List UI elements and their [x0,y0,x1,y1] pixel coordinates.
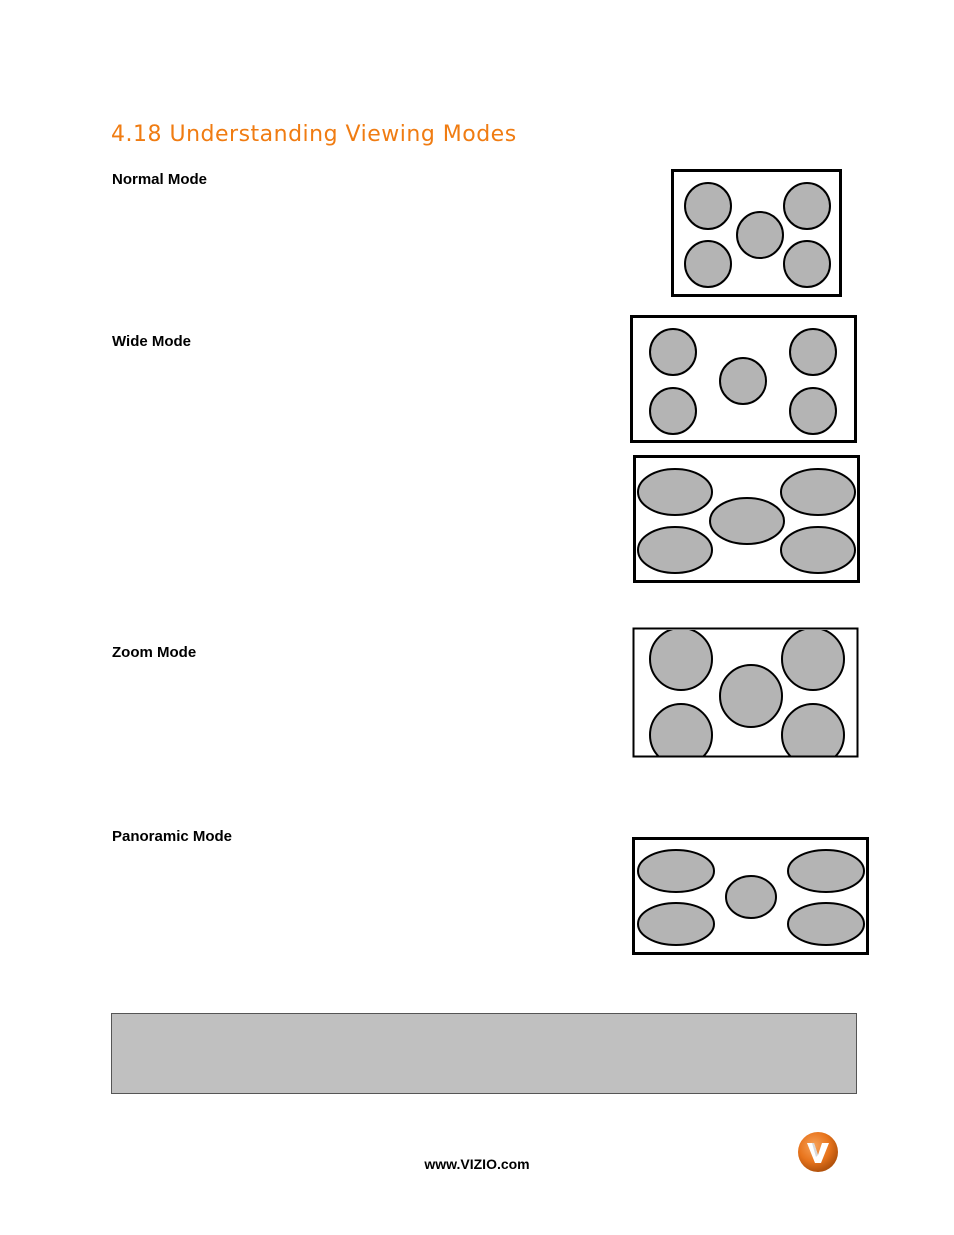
circle-shape [737,212,783,258]
oval-shape [781,527,855,573]
circle-shape [650,704,712,759]
circle-shape [784,241,830,287]
footer-url: www.VIZIO.com [424,1156,530,1172]
circle-shape [720,665,782,727]
normal-mode-diagram [671,169,844,299]
circle-shape [782,704,844,759]
panoramic-mode-label: Panoramic Mode [112,828,233,845]
section-title: 4.18 Understanding Viewing Modes [111,122,517,147]
wide-mode-label: Wide Mode [112,333,192,350]
circle-shape [782,628,844,690]
oval-shape [710,498,784,544]
circle-shape [650,628,712,690]
circle-shape [685,183,731,229]
circle-shape [790,329,836,375]
vizio-logo-icon [797,1131,839,1173]
panoramic-mode-diagram [632,837,870,957]
normal-mode-label: Normal Mode [112,171,208,188]
zoom-mode-diagram [632,627,860,759]
wide-mode-diagram-2 [633,455,861,585]
zoom-mode-label: Zoom Mode [112,644,197,661]
circle-shape [650,329,696,375]
circle-shape [720,358,766,404]
oval-shape [638,469,712,515]
oval-shape [788,903,864,945]
circle-shape [790,388,836,434]
oval-shape [726,876,776,918]
oval-shape [638,527,712,573]
oval-shape [638,903,714,945]
oval-shape [781,469,855,515]
circle-shape [784,183,830,229]
oval-shape [788,850,864,892]
note-box [111,1013,857,1094]
wide-mode-diagram-1 [630,315,858,444]
circle-shape [685,241,731,287]
circle-shape [650,388,696,434]
oval-shape [638,850,714,892]
